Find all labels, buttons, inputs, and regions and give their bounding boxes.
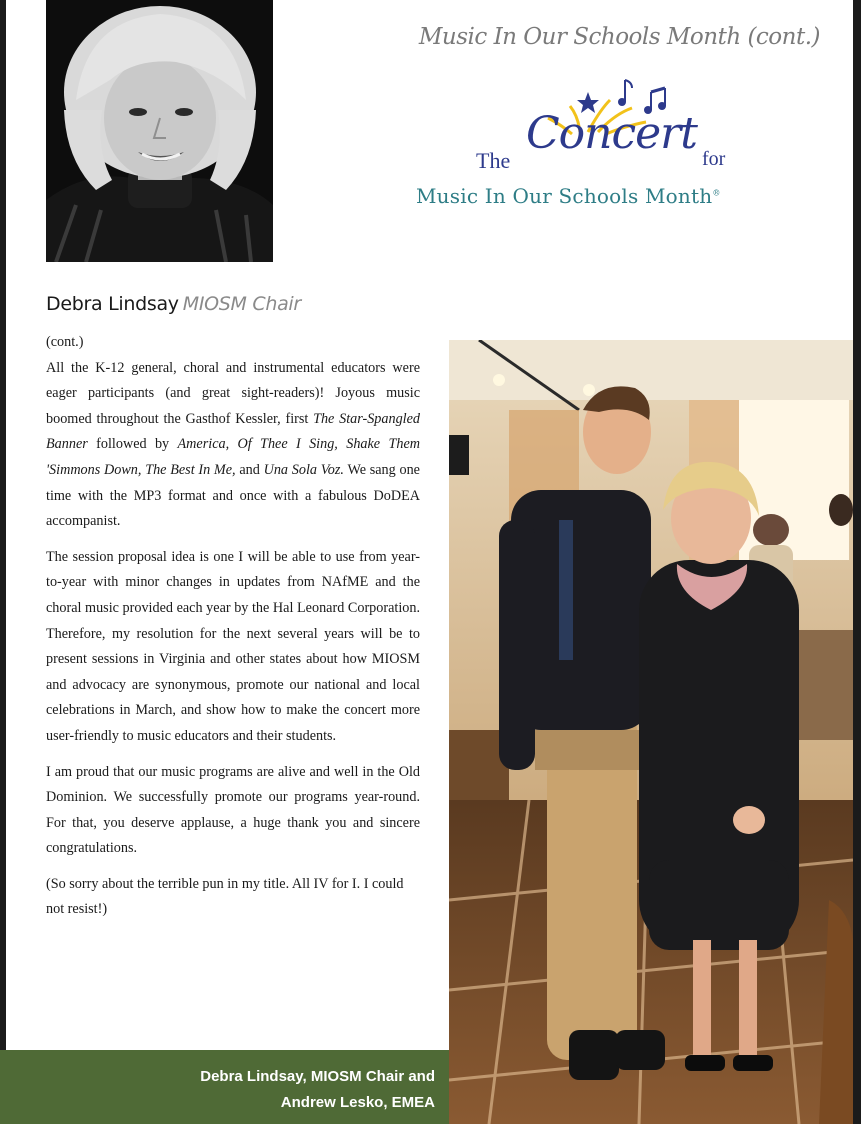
photo-caption [200,1064,435,1116]
author-role: MIOSM Chair [182,293,301,315]
page-frame-right [853,0,861,1124]
portrait-image [46,0,273,262]
portrait-photo [46,0,273,262]
article-paragraph-4: (So sorry about the terrible pun in my title. All IV for I. I could not resist!) [46,875,404,918]
song-title: The Star-Spangled Banner [46,410,420,453]
song-title: America, Of Thee I Sing, Shake Them 'Simmons Down, The Best In Me, [46,436,420,478]
logo-trademark: ® [712,188,721,198]
song-title: Una Sola Voz. [263,461,344,478]
logo-subtitle [416,184,721,208]
caption-line-1: Debra Lindsay, MIOSM Chair and [200,1068,435,1085]
logo-for-text: for [702,148,726,170]
logo-concert-text: Concert [526,108,697,159]
page-frame-left [0,0,6,1124]
running-header-title: Music In Our Schools Month (cont.) [418,24,820,50]
paragraph-text: All the K-12 general, choral and instrumental educators were eager participants (and great sight-readers)! Joyous music boomed throughout the Gasthof Kessler, first [46,359,420,427]
article-body [46,330,420,933]
author-name: Debra Lindsay [46,293,179,315]
event-photo [449,340,853,1124]
logo-subtitle-text: Music In Our Schools Month [416,184,713,208]
paragraph-text: followed by [87,436,178,453]
author-byline [46,293,301,315]
article-paragraph-2: The session proposal idea is one I will be able to use from year-to-year with minor changes in updates from NAfME and the choral music provided each year by the Hal Leonard Corporation. Therefore, my resolution for the next several years will be to present sessions in Virginia and other states about how MIOSM and advocacy are synonymous, promote our national and local celebrations in March, and show how to make the concert more user-friendly to music educators and their students. [46,548,420,744]
logo-the-text: The [476,148,511,173]
article-paragraph-1 [46,356,420,535]
paragraph-text: and [235,461,264,478]
continued-marker: (cont.) [46,334,84,350]
concert-logo [410,70,810,220]
photo-caption-bar [0,1050,449,1124]
caption-line-2: Andrew Lesko, EMEA [280,1094,435,1111]
article-paragraph-3: I am proud that our music programs are alive and well in the Old Dominion. We successfully promote our programs year-round. For that, you deserve applause, a huge thank you and sincere congratulations. [46,763,420,857]
paragraph-text: We sang one time with the MP3 format and once with a fabulous DoDEA accompanist. [46,461,420,530]
event-photo-image [449,340,853,1124]
